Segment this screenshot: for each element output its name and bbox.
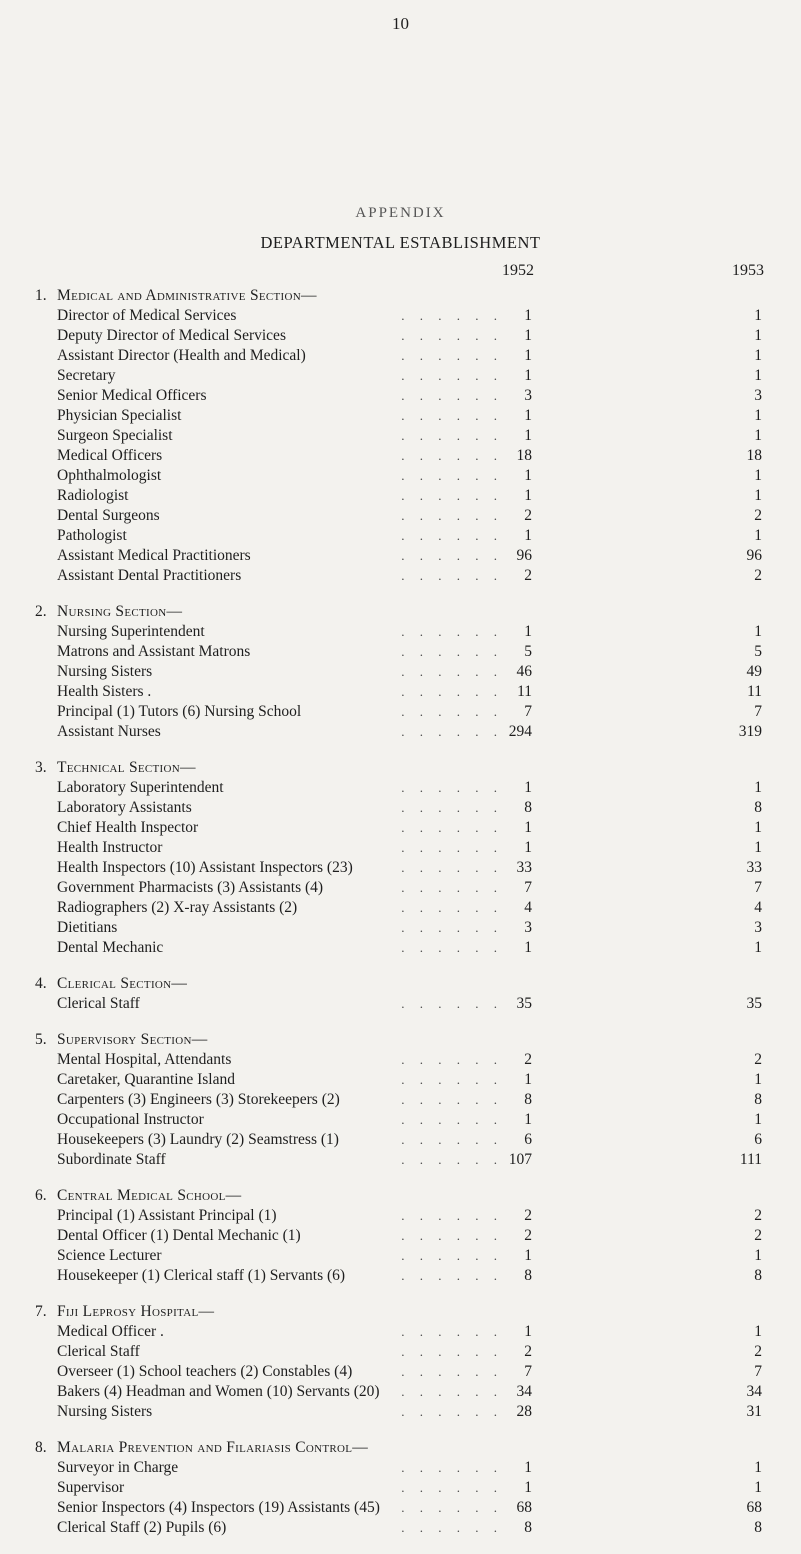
value-1953: 96 [746,547,762,564]
table-row [0,486,801,506]
table-row [0,1342,801,1362]
section-title: Supervisory Section— [57,1031,208,1048]
dot-leader: . . . . . . [401,508,503,523]
table-row [0,326,801,346]
section-heading [0,286,801,306]
value-1953: 8 [754,1091,762,1108]
table-row [0,1226,801,1246]
section-number: 8. [35,1439,47,1456]
value-1953: 1 [754,623,762,640]
value-1953: 68 [746,1499,762,1516]
value-1953: 18 [746,447,762,464]
dot-leader: . . . . . . [401,1228,503,1243]
value-1952: 2 [524,1207,532,1224]
row-label: Supervisor [57,1478,130,1498]
value-1953: 319 [738,723,762,740]
establishment-table [0,286,801,1554]
value-1953: 1 [754,467,762,484]
dot-leader: . . . . . . [401,1520,503,1535]
value-1952: 7 [524,703,532,720]
table-row [0,526,801,546]
table-row [0,1518,801,1538]
row-label: Laboratory Assistants [57,798,198,818]
dot-leader: . . . . . . [401,1324,503,1339]
row-label: Housekeeper (1) Clerical staff (1) Servants (6) [57,1266,351,1286]
value-1952: 35 [516,995,532,1012]
value-1952: 2 [524,567,532,584]
table-row [0,546,801,566]
table-row [0,1498,801,1518]
value-1953: 35 [746,995,762,1012]
value-1953: 1 [754,819,762,836]
table-row [0,1322,801,1342]
dot-leader: . . . . . . [401,900,503,915]
value-1952: 46 [516,663,532,680]
row-label: Matrons and Assistant Matrons [57,642,256,662]
value-1952: 1 [524,367,532,384]
dot-leader: . . . . . . [401,780,503,795]
value-1952: 2 [524,1343,532,1360]
section-number: 5. [35,1031,47,1048]
row-label: Assistant Medical Practitioners [57,546,257,566]
table-row [0,1478,801,1498]
row-label: Nursing Sisters [57,1402,158,1422]
value-1952: 8 [524,1519,532,1536]
row-label: Medical Officer . [57,1322,170,1342]
dot-leader: . . . . . . [401,1132,503,1147]
row-label: Chief Health Inspector [57,818,204,838]
table-row [0,1266,801,1286]
table-row [0,798,801,818]
table-row [0,918,801,938]
row-label: Secretary [57,366,122,386]
section-number: 7. [35,1303,47,1320]
value-1953: 1 [754,327,762,344]
dot-leader: . . . . . . [401,1364,503,1379]
row-label: Laboratory Superintendent [57,778,230,798]
page-title: DEPARTMENTAL ESTABLISHMENT [260,233,541,252]
row-label: Nursing Sisters [57,662,158,682]
row-label: Health Instructor [57,838,168,858]
value-1952: 1 [524,427,532,444]
table-row [0,1130,801,1150]
value-1952: 1 [524,407,532,424]
dot-leader: . . . . . . [401,348,503,363]
dot-leader: . . . . . . [401,328,503,343]
table-row [0,466,801,486]
section-number: 6. [35,1187,47,1204]
dot-leader: . . . . . . [401,1072,503,1087]
row-label: Ophthalmologist [57,466,167,486]
value-1953: 7 [754,1363,762,1380]
page-number: 10 [392,14,409,33]
dot-leader: . . . . . . [401,860,503,875]
value-1952: 4 [524,899,532,916]
table-row [0,838,801,858]
value-1952: 7 [524,879,532,896]
row-label: Assistant Nurses [57,722,167,742]
value-1953: 111 [739,1151,762,1168]
section-heading [0,1186,801,1206]
table-row [0,1382,801,1402]
value-1953: 1 [754,427,762,444]
dot-leader: . . . . . . [401,1344,503,1359]
value-1953: 1 [754,1479,762,1496]
dot-leader: . . . . . . [401,568,503,583]
value-1952: 1 [524,467,532,484]
table-row [0,1150,801,1170]
table-row [0,722,801,742]
value-1953: 1 [754,347,762,364]
dot-leader: . . . . . . [401,1248,503,1263]
dot-leader: . . . . . . [401,488,503,503]
section-heading [0,974,801,994]
dot-leader: . . . . . . [401,820,503,835]
row-label: Senior Inspectors (4) Inspectors (19) Assistants (45) [57,1498,386,1518]
value-1953: 2 [754,1227,762,1244]
dot-leader: . . . . . . [401,1480,503,1495]
value-1953: 8 [754,1519,762,1536]
dot-leader: . . . . . . [401,996,503,1011]
table-row [0,346,801,366]
section-title: Malaria Prevention and Filariasis Control— [57,1439,369,1456]
dot-leader: . . . . . . [401,624,503,639]
table-row [0,406,801,426]
value-1952: 1 [524,1247,532,1264]
section-title: Fiji Leprosy Hospital— [57,1303,215,1320]
value-1952: 8 [524,1267,532,1284]
value-1952: 294 [508,723,532,740]
value-1952: 2 [524,1227,532,1244]
row-label: Director of Medical Services [57,306,242,326]
value-1952: 33 [516,859,532,876]
table-row [0,818,801,838]
value-1953: 1 [754,1323,762,1340]
table-row [0,642,801,662]
value-1953: 3 [754,919,762,936]
row-label: Assistant Director (Health and Medical) [57,346,312,366]
table-row [0,1402,801,1422]
row-label: Clerical Staff (2) Pupils (6) [57,1518,232,1538]
appendix-heading: APPENDIX [355,205,446,221]
section [0,1186,801,1286]
row-label: Health Inspectors (10) Assistant Inspectors (23) [57,858,359,878]
dot-leader: . . . . . . [401,1208,503,1223]
table-row [0,446,801,466]
section-number: 4. [35,975,47,992]
row-label: Carpenters (3) Engineers (3) Storekeepers (2) [57,1090,346,1110]
value-1952: 2 [524,1051,532,1068]
value-1952: 1 [524,819,532,836]
section-number: 2. [35,603,47,620]
value-1953: 6 [754,1131,762,1148]
row-label: Housekeepers (3) Laundry (2) Seamstress (1) [57,1130,345,1150]
section [0,758,801,958]
value-1952: 1 [524,527,532,544]
section-title: Central Medical School— [57,1187,242,1204]
dot-leader: . . . . . . [401,664,503,679]
table-row [0,898,801,918]
section-heading [0,1302,801,1322]
row-label: Mental Hospital, Attendants [57,1050,237,1070]
table-row [0,306,801,326]
dot-leader: . . . . . . [401,704,503,719]
dot-leader: . . . . . . [401,684,503,699]
value-1953: 1 [754,407,762,424]
value-1952: 1 [524,1479,532,1496]
value-1952: 1 [524,779,532,796]
value-1952: 11 [517,683,532,700]
value-1952: 1 [524,347,532,364]
value-1952: 68 [516,1499,532,1516]
table-row [0,938,801,958]
table-row [0,566,801,586]
dot-leader: . . . . . . [401,940,503,955]
row-label: Caretaker, Quarantine Island [57,1070,241,1090]
value-1953: 1 [754,839,762,856]
value-1952: 1 [524,1323,532,1340]
table-row [0,366,801,386]
table-row [0,622,801,642]
row-label: Pathologist [57,526,133,546]
value-1953: 2 [754,567,762,584]
table-row [0,1206,801,1226]
row-label: Assistant Dental Practitioners [57,566,247,586]
table-row [0,386,801,406]
table-row [0,426,801,446]
row-label: Surgeon Specialist [57,426,179,446]
row-label: Science Lecturer [57,1246,168,1266]
value-1953: 8 [754,799,762,816]
value-1953: 31 [746,1403,762,1420]
dot-leader: . . . . . . [401,724,503,739]
dot-leader: . . . . . . [401,880,503,895]
dot-leader: . . . . . . [401,528,503,543]
table-row [0,1110,801,1130]
row-label: Health Sisters . [57,682,157,702]
table-row [0,1458,801,1478]
table-row [0,662,801,682]
value-1952: 28 [516,1403,532,1420]
row-label: Deputy Director of Medical Services [57,326,292,346]
row-label: Surveyor in Charge [57,1458,184,1478]
value-1952: 8 [524,1091,532,1108]
value-1953: 1 [754,307,762,324]
value-1953: 7 [754,703,762,720]
table-row [0,1090,801,1110]
value-1952: 18 [516,447,532,464]
dot-leader: . . . . . . [401,388,503,403]
section-number: 1. [35,287,47,304]
dot-leader: . . . . . . [401,1152,503,1167]
value-1953: 1 [754,367,762,384]
value-1952: 1 [524,839,532,856]
table-row [0,1246,801,1266]
dot-leader: . . . . . . [401,1052,503,1067]
section-title: Clerical Section— [57,975,188,992]
dot-leader: . . . . . . [401,548,503,563]
table-row [0,1050,801,1070]
dot-leader: . . . . . . [401,1460,503,1475]
table-row [0,778,801,798]
row-label: Nursing Superintendent [57,622,211,642]
value-1953: 2 [754,507,762,524]
dot-leader: . . . . . . [401,1092,503,1107]
dot-leader: . . . . . . [401,308,503,323]
value-1952: 5 [524,643,532,660]
dot-leader: . . . . . . [401,920,503,935]
row-label: Bakers (4) Headman and Women (10) Servants (20) [57,1382,386,1402]
table-row [0,994,801,1014]
dot-leader: . . . . . . [401,448,503,463]
value-1953: 1 [754,527,762,544]
row-label: Dietitians [57,918,123,938]
value-1952: 1 [524,307,532,324]
section [0,974,801,1014]
table-row [0,1070,801,1090]
section-number: 3. [35,759,47,776]
dot-leader: . . . . . . [401,644,503,659]
value-1953: 1 [754,779,762,796]
row-label: Government Pharmacists (3) Assistants (4) [57,878,329,898]
value-1952: 3 [524,919,532,936]
value-1952: 107 [508,1151,532,1168]
row-label: Principal (1) Tutors (6) Nursing School [57,702,307,722]
dot-leader: . . . . . . [401,1112,503,1127]
value-1953: 49 [746,663,762,680]
value-1953: 2 [754,1343,762,1360]
value-1952: 34 [516,1383,532,1400]
column-header-1952: 1952 [502,262,534,279]
row-label: Subordinate Staff [57,1150,172,1170]
row-label: Physician Specialist [57,406,187,426]
dot-leader: . . . . . . [401,428,503,443]
section-heading [0,602,801,622]
value-1953: 34 [746,1383,762,1400]
value-1952: 1 [524,1111,532,1128]
table-row [0,506,801,526]
value-1953: 1 [754,1111,762,1128]
row-label: Medical Officers [57,446,168,466]
value-1953: 7 [754,879,762,896]
row-label: Clerical Staff [57,1342,146,1362]
section [0,602,801,742]
section [0,1030,801,1170]
value-1952: 1 [524,1459,532,1476]
dot-leader: . . . . . . [401,1404,503,1419]
table-row [0,1362,801,1382]
section [0,1302,801,1422]
value-1952: 6 [524,1131,532,1148]
row-label: Clerical Staff [57,994,146,1014]
value-1953: 1 [754,1459,762,1476]
row-label: Radiologist [57,486,134,506]
value-1953: 1 [754,1247,762,1264]
section-title: Nursing Section— [57,603,183,620]
section [0,1438,801,1538]
dot-leader: . . . . . . [401,1268,503,1283]
value-1953: 8 [754,1267,762,1284]
section-title: Technical Section— [57,759,196,776]
section [0,286,801,586]
value-1952: 1 [524,487,532,504]
value-1953: 4 [754,899,762,916]
row-label: Principal (1) Assistant Principal (1) [57,1206,283,1226]
column-header-1953: 1953 [732,262,764,279]
row-label: Dental Officer (1) Dental Mechanic (1) [57,1226,307,1246]
table-row [0,878,801,898]
value-1952: 8 [524,799,532,816]
row-label: Dental Mechanic [57,938,169,958]
dot-leader: . . . . . . [401,1384,503,1399]
value-1952: 1 [524,939,532,956]
value-1952: 3 [524,387,532,404]
value-1953: 1 [754,939,762,956]
section-heading [0,758,801,778]
value-1952: 1 [524,1071,532,1088]
value-1953: 11 [747,683,762,700]
value-1953: 2 [754,1207,762,1224]
value-1953: 2 [754,1051,762,1068]
row-label: Dental Surgeons [57,506,166,526]
section-heading [0,1438,801,1458]
table-row [0,858,801,878]
row-label: Senior Medical Officers [57,386,213,406]
dot-leader: . . . . . . [401,468,503,483]
table-row [0,702,801,722]
row-label: Overseer (1) School teachers (2) Constables (4) [57,1362,358,1382]
value-1953: 1 [754,487,762,504]
dot-leader: . . . . . . [401,1500,503,1515]
dot-leader: . . . . . . [401,408,503,423]
section-heading [0,1030,801,1050]
section-title: Medical and Administrative Section— [57,287,317,304]
dot-leader: . . . . . . [401,368,503,383]
row-label: Radiographers (2) X-ray Assistants (2) [57,898,303,918]
value-1953: 1 [754,1071,762,1088]
value-1952: 1 [524,327,532,344]
dot-leader: . . . . . . [401,800,503,815]
value-1952: 1 [524,623,532,640]
value-1953: 5 [754,643,762,660]
row-label: Occupational Instructor [57,1110,210,1130]
value-1953: 33 [746,859,762,876]
dot-leader: . . . . . . [401,840,503,855]
table-row [0,682,801,702]
value-1952: 2 [524,507,532,524]
value-1953: 3 [754,387,762,404]
value-1952: 96 [516,547,532,564]
value-1952: 7 [524,1363,532,1380]
